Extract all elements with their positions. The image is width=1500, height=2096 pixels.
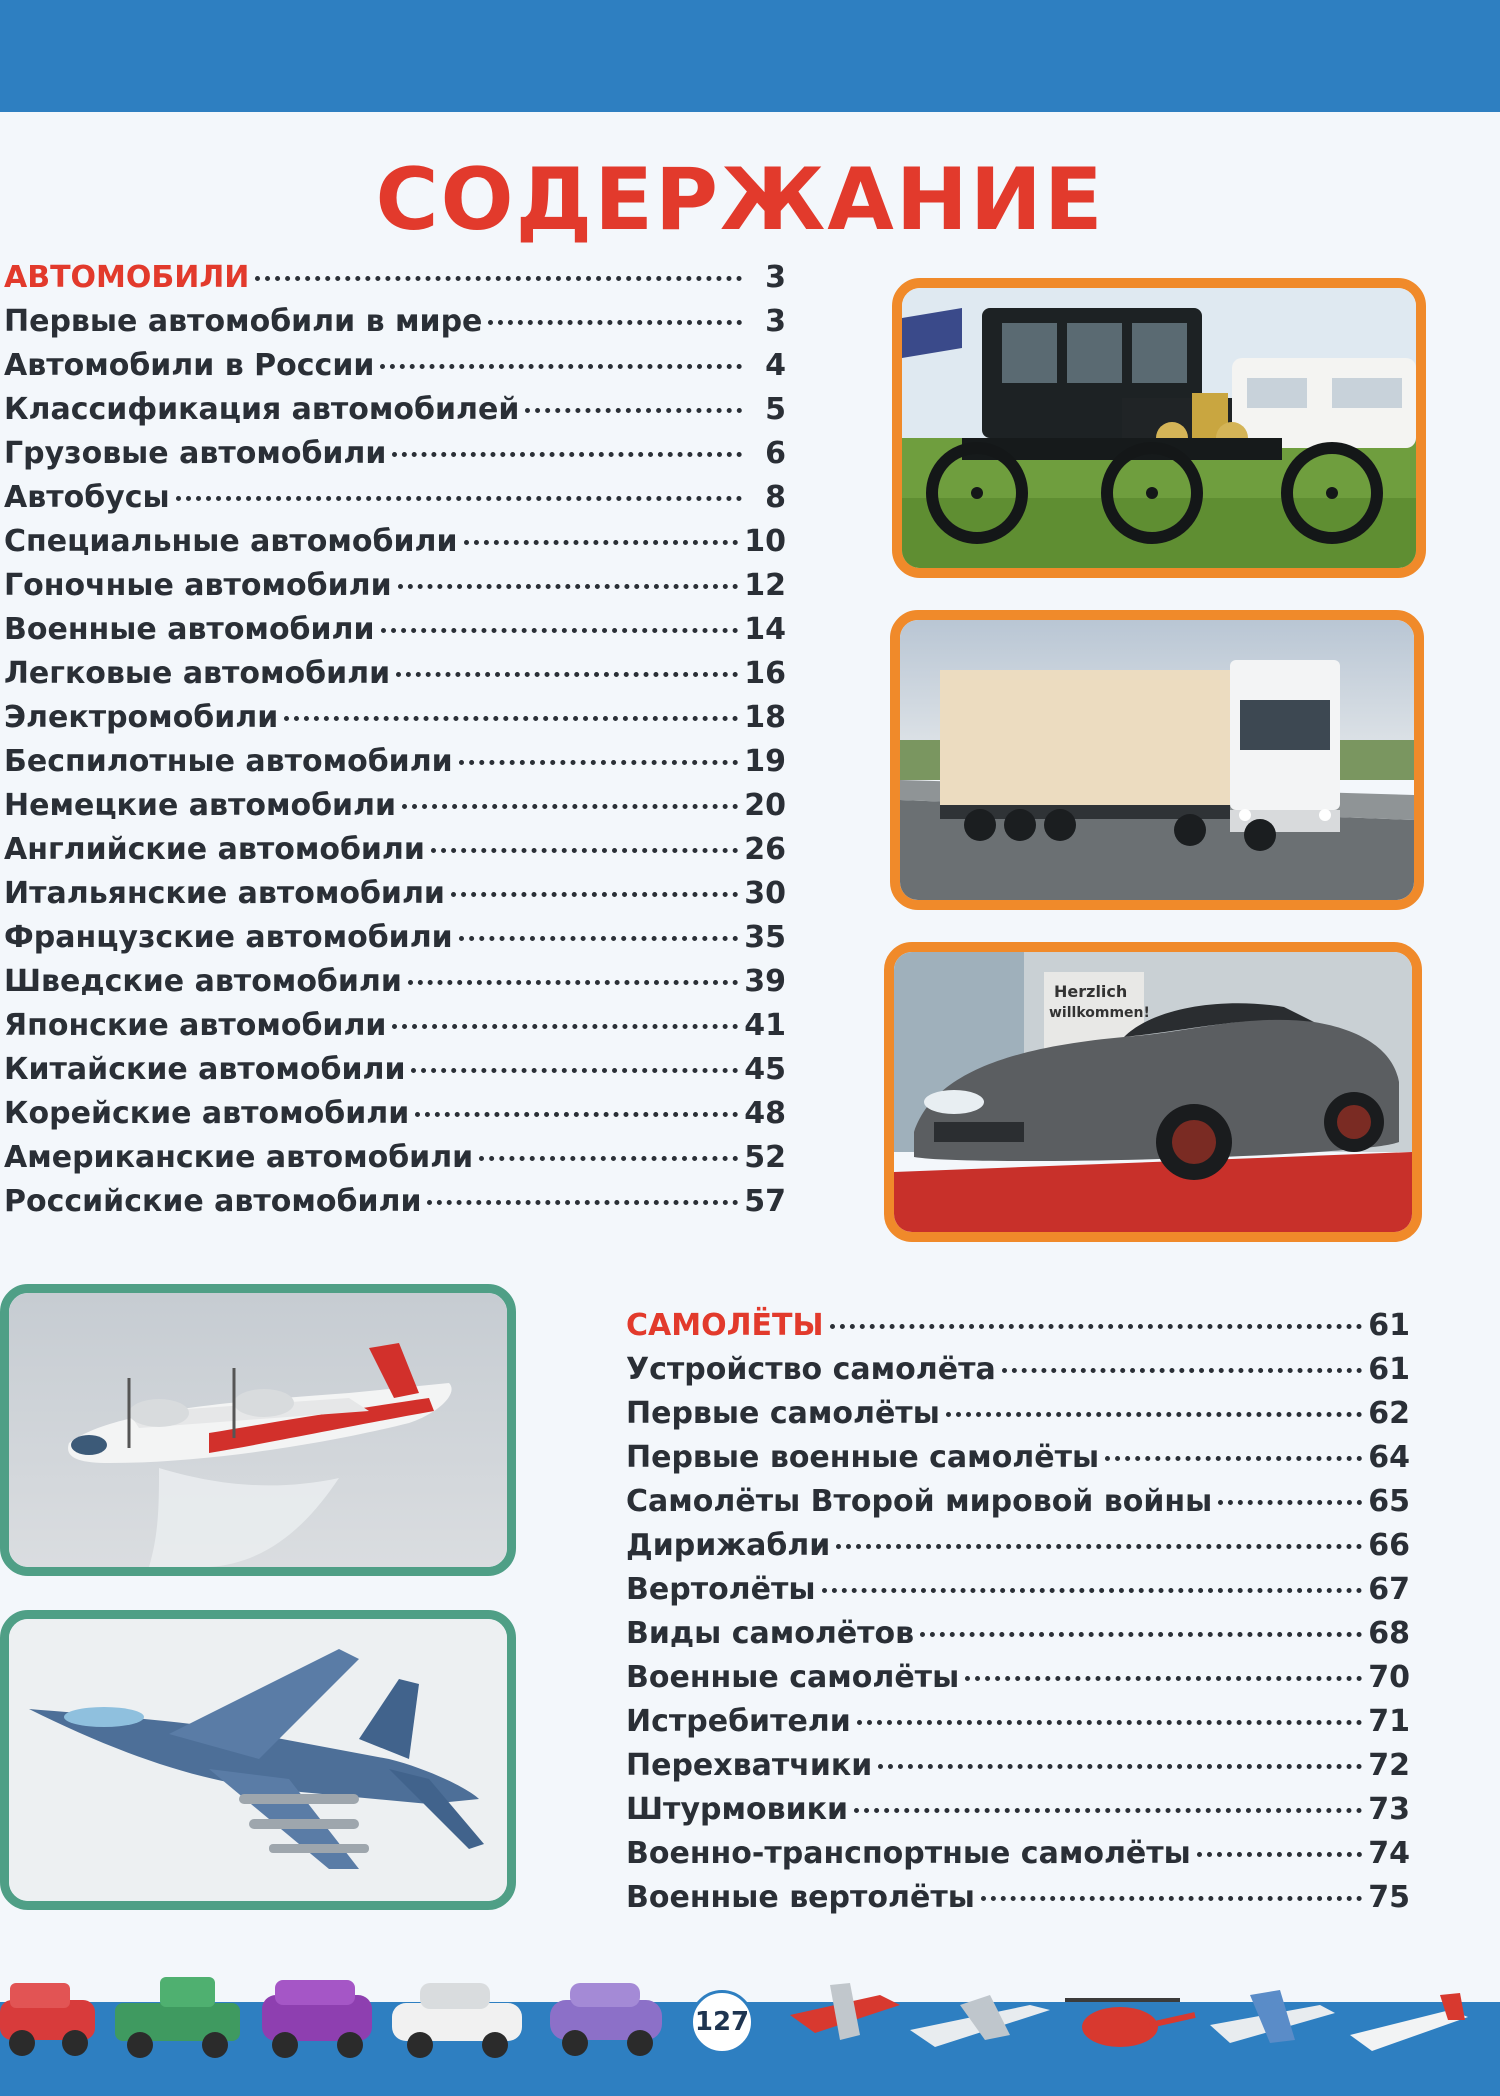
toc-entry-label: Военные вертолёты <box>626 1880 975 1915</box>
photo-fighter-jet <box>0 1610 516 1910</box>
photo-water-bomber-plane <box>0 1284 516 1576</box>
page-title: СОДЕРЖАНИЕ <box>375 150 1105 250</box>
toc-leader-dots <box>946 1412 1362 1417</box>
red-plane-icon <box>790 1983 900 2040</box>
toc-entry-label: Автомобили в России <box>4 348 375 383</box>
toc-entry[interactable] <box>4 1184 786 1228</box>
toc-leader-dots <box>459 760 739 765</box>
toc-page-number: 74 <box>1368 1836 1410 1871</box>
toc-entry-label: Вертолёты <box>626 1572 816 1607</box>
toc-entry-label: Военно-транспортные самолёты <box>626 1836 1191 1871</box>
toc-entry-label: Гоночные автомобили <box>4 568 392 603</box>
photo-sports-car <box>884 942 1422 1242</box>
toc-entry[interactable] <box>626 1836 1410 1880</box>
toc-page-number: 65 <box>1368 1484 1410 1519</box>
toc-page-number: 10 <box>744 524 786 559</box>
toc-entry-label: Российские автомобили <box>4 1184 422 1219</box>
toc-entry[interactable] <box>4 832 786 876</box>
toc-page-number: 20 <box>744 788 786 823</box>
toc-entry[interactable] <box>4 700 786 744</box>
toc-leader-dots <box>822 1588 1363 1593</box>
toc-leader-dots <box>488 320 742 325</box>
toc-entry-label: Истребители <box>626 1704 851 1739</box>
toc-page-number: 19 <box>744 744 786 779</box>
toc-leader-dots <box>402 804 738 809</box>
toc-page-number: 16 <box>744 656 786 691</box>
toc-page-number: 75 <box>1368 1880 1410 1915</box>
toc-leader-dots <box>479 1156 738 1161</box>
toc-entry[interactable] <box>4 348 786 392</box>
toc-page-number: 66 <box>1368 1528 1410 1563</box>
toc-planes-section <box>626 1308 1410 1924</box>
toc-entry-label: Автобусы <box>4 480 170 515</box>
toc-page-number: 48 <box>744 1096 786 1131</box>
toc-page-number: 61 <box>1368 1352 1410 1387</box>
toc-entry[interactable] <box>626 1440 1410 1484</box>
toc-entry-label: Первые автомобили в мире <box>4 304 483 339</box>
toc-leader-dots <box>284 716 738 721</box>
toc-entry-label: Дирижабли <box>626 1528 831 1563</box>
red-car-icon <box>0 1983 95 2056</box>
sign-willkommen: willkommen! <box>1049 1005 1150 1021</box>
toc-entry[interactable] <box>626 1704 1410 1748</box>
toc-entry-label: Военные самолёты <box>626 1660 960 1695</box>
toc-page-number: 45 <box>744 1052 786 1087</box>
toc-leader-dots <box>396 672 738 677</box>
toc-leader-dots <box>854 1808 1362 1813</box>
page-number: 127 <box>690 1990 754 2054</box>
toc-entry[interactable] <box>4 304 786 348</box>
toc-leader-dots <box>965 1676 1362 1681</box>
toc-page-number: 3 <box>765 304 786 339</box>
helicopter-icon <box>1065 2000 1195 2047</box>
toc-heading-label: АВТОМОБИЛИ <box>4 260 250 295</box>
toc-leader-dots <box>392 452 742 457</box>
toc-entry-label: Перехватчики <box>626 1748 873 1783</box>
toc-cars-section <box>4 260 786 1228</box>
toc-entry-label: Штурмовики <box>626 1792 848 1827</box>
toc-leader-dots <box>408 980 738 985</box>
toc-entry-label: Классификация автомобилей <box>4 392 520 427</box>
toc-entry[interactable] <box>4 524 786 568</box>
toc-leader-dots <box>380 364 742 369</box>
toc-leader-dots <box>381 628 739 633</box>
toc-section-heading-planes[interactable] <box>626 1308 1410 1352</box>
toc-page-number: 12 <box>744 568 786 603</box>
toc-entry[interactable] <box>4 612 786 656</box>
toc-page-number: 61 <box>1368 1308 1410 1343</box>
toc-page-number: 8 <box>765 480 786 515</box>
toc-leader-dots <box>1218 1500 1362 1505</box>
toc-entry[interactable] <box>4 1096 786 1140</box>
toc-leader-dots <box>392 1024 738 1029</box>
toc-entry[interactable] <box>626 1396 1410 1440</box>
toc-leader-dots <box>176 496 742 501</box>
toc-entry[interactable] <box>626 1880 1410 1924</box>
toc-page-number: 26 <box>744 832 786 867</box>
toc-page-number: 52 <box>744 1140 786 1175</box>
toc-entry-label: Первые самолёты <box>626 1396 940 1431</box>
toc-entry-label: Французские автомобили <box>4 920 453 955</box>
toc-entry-label: Английские автомобили <box>4 832 425 867</box>
top-color-band <box>0 0 1500 112</box>
toc-page-number: 39 <box>744 964 786 999</box>
toc-page-number: 3 <box>765 260 786 295</box>
toc-page-number: 41 <box>744 1008 786 1043</box>
toc-page-number: 30 <box>744 876 786 911</box>
toc-entry[interactable] <box>4 1052 786 1096</box>
toc-entry[interactable] <box>626 1792 1410 1836</box>
blue-white-plane-icon <box>1210 1990 1335 2043</box>
red-white-jet-icon <box>1350 1993 1468 2051</box>
toc-page-number: 64 <box>1368 1440 1410 1475</box>
toc-leader-dots <box>981 1896 1362 1901</box>
toc-entry-label: Корейские автомобили <box>4 1096 410 1131</box>
toc-entry-label: Военные автомобили <box>4 612 375 647</box>
toc-section-heading-cars[interactable] <box>4 260 786 304</box>
toc-entry[interactable] <box>626 1660 1410 1704</box>
toc-leader-dots <box>836 1544 1362 1549</box>
toc-entry-label: Специальные автомобили <box>4 524 458 559</box>
blue-car-icon <box>550 1983 662 2056</box>
toc-entry-label: Виды самолётов <box>626 1616 915 1651</box>
toc-page-number: 72 <box>1368 1748 1410 1783</box>
toc-entry[interactable] <box>4 1008 786 1052</box>
toc-entry[interactable] <box>4 744 786 788</box>
toc-leader-dots <box>398 584 739 589</box>
toc-entry-label: Американские автомобили <box>4 1140 474 1175</box>
toc-page-number: 14 <box>744 612 786 647</box>
toc-entry[interactable] <box>4 656 786 700</box>
toc-entry-label: Японские автомобили <box>4 1008 387 1043</box>
toc-entry-label: Устройство самолёта <box>626 1352 996 1387</box>
purple-car-icon <box>262 1980 372 2058</box>
toc-leader-dots <box>427 1200 738 1205</box>
toc-entry-label: Электромобили <box>4 700 279 735</box>
toc-page-number: 5 <box>765 392 786 427</box>
toc-heading-label: САМОЛЁТЫ <box>626 1308 824 1343</box>
toc-entry-label: Беспилотные автомобили <box>4 744 453 779</box>
toc-leader-dots <box>255 276 742 281</box>
toc-entry-label: Самолёты Второй мировой войны <box>626 1484 1213 1519</box>
toc-entry[interactable] <box>4 436 786 480</box>
toc-entry[interactable] <box>4 964 786 1008</box>
toc-page-number: 71 <box>1368 1704 1410 1739</box>
toc-leader-dots <box>464 540 739 545</box>
toc-leader-dots <box>1105 1456 1362 1461</box>
toc-leader-dots <box>525 408 742 413</box>
toc-page-number: 67 <box>1368 1572 1410 1607</box>
toc-entry[interactable] <box>626 1484 1410 1528</box>
toc-page-number: 18 <box>744 700 786 735</box>
toc-entry[interactable] <box>4 392 786 436</box>
toc-entry[interactable] <box>626 1616 1410 1660</box>
toc-entry-label: Первые военные самолёты <box>626 1440 1100 1475</box>
toc-entry[interactable] <box>626 1748 1410 1792</box>
toc-leader-dots <box>415 1112 738 1117</box>
toc-page-number: 68 <box>1368 1616 1410 1651</box>
toc-leader-dots <box>920 1632 1362 1637</box>
toc-page-number: 73 <box>1368 1792 1410 1827</box>
toc-page-number: 70 <box>1368 1660 1410 1695</box>
sign-herzlich: Herzlich <box>1054 982 1128 1001</box>
toc-entry[interactable] <box>4 876 786 920</box>
toc-entry-label: Шведские автомобили <box>4 964 402 999</box>
white-car-icon <box>392 1983 522 2058</box>
toc-page-number: 57 <box>744 1184 786 1219</box>
photo-truck <box>890 610 1424 910</box>
toc-leader-dots <box>411 1068 738 1073</box>
toc-leader-dots <box>431 848 738 853</box>
photo-vintage-car <box>892 278 1426 578</box>
toc-entry-label: Немецкие автомобили <box>4 788 397 823</box>
toc-entry-label: Итальянские автомобили <box>4 876 445 911</box>
toc-page-number: 6 <box>765 436 786 471</box>
toc-entry-label: Китайские автомобили <box>4 1052 406 1087</box>
toc-leader-dots <box>830 1324 1363 1329</box>
white-jet-icon <box>910 1995 1050 2047</box>
toc-entry[interactable] <box>4 1140 786 1184</box>
toc-entry[interactable] <box>4 788 786 832</box>
toc-page-number: 62 <box>1368 1396 1410 1431</box>
toc-entry[interactable] <box>4 920 786 964</box>
toc-entry[interactable] <box>4 480 786 524</box>
toc-page-number: 35 <box>744 920 786 955</box>
toc-leader-dots <box>878 1764 1362 1769</box>
toc-entry-label: Легковые автомобили <box>4 656 391 691</box>
green-truck-icon <box>115 1977 240 2058</box>
toc-leader-dots <box>1197 1852 1362 1857</box>
toc-entry[interactable] <box>4 568 786 612</box>
toc-leader-dots <box>451 892 738 897</box>
toc-entry[interactable] <box>626 1572 1410 1616</box>
toc-page-number: 4 <box>765 348 786 383</box>
toc-entry[interactable] <box>626 1528 1410 1572</box>
toc-entry[interactable] <box>626 1352 1410 1396</box>
toc-entry-label: Грузовые автомобили <box>4 436 387 471</box>
toc-leader-dots <box>857 1720 1362 1725</box>
toc-leader-dots <box>1002 1368 1363 1373</box>
toc-leader-dots <box>459 936 739 941</box>
